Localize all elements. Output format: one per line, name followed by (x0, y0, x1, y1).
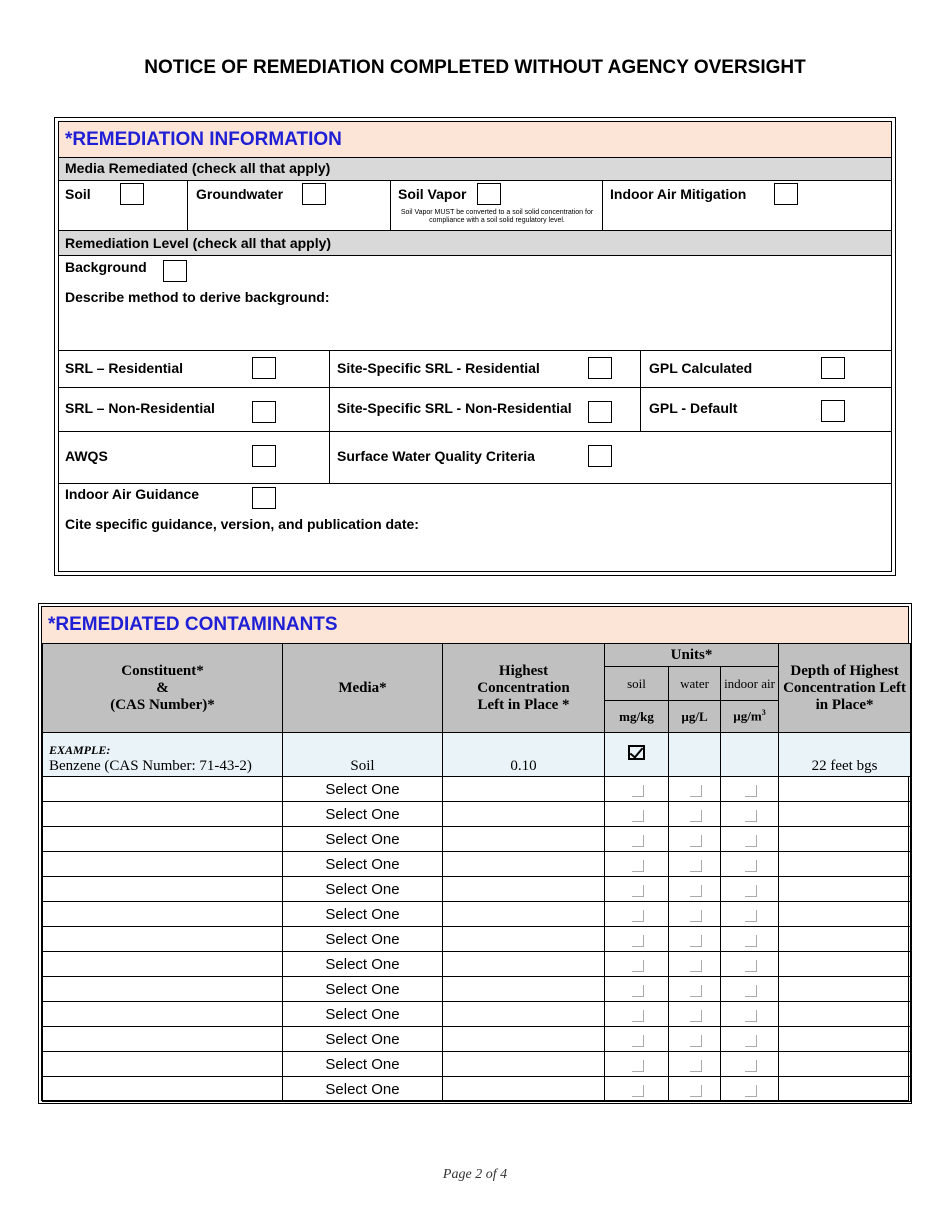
media-select[interactable]: Select One (283, 852, 443, 877)
media-select[interactable]: Select One (283, 802, 443, 827)
depth-input[interactable] (779, 977, 911, 1002)
describe-background-label: Describe method to derive background: (65, 289, 330, 305)
indoor-air-guidance-checkbox[interactable] (252, 487, 276, 509)
media-select[interactable]: Select One (283, 952, 443, 977)
page-title: NOTICE OF REMEDIATION COMPLETED WITHOUT AGENCY OVERSIGHT (144, 57, 806, 78)
media-remediated-heading: Media Remediated (check all that apply) (59, 157, 891, 180)
highest-concentration-input[interactable] (443, 877, 605, 902)
ugm3-checkbox[interactable] (721, 952, 779, 977)
highest-concentration-input[interactable] (443, 1077, 605, 1102)
contaminant-row (43, 1052, 911, 1077)
ugm3-checkbox[interactable] (721, 1027, 779, 1052)
units-water-header: water (669, 667, 721, 701)
constituent-input[interactable] (43, 927, 283, 952)
mgkg-checkbox[interactable] (605, 852, 669, 877)
srl-nonresidential-cell (59, 388, 329, 431)
ss-srl-residential-label: Site-Specific SRL - Residential (337, 360, 540, 376)
srl-residential-cell (59, 351, 329, 387)
ugl-checkbox[interactable] (669, 877, 721, 902)
ugl-checkbox[interactable] (669, 827, 721, 852)
constituent-input[interactable] (43, 852, 283, 877)
highest-concentration-input[interactable] (443, 777, 605, 802)
depth-input[interactable] (779, 852, 911, 877)
media-select[interactable]: Select One (283, 777, 443, 802)
media-row (59, 180, 891, 230)
highest-concentration-input[interactable] (443, 827, 605, 852)
ugl-checkbox[interactable] (669, 1077, 721, 1102)
media-groundwater-cell (187, 181, 390, 230)
media-select[interactable]: Select One (283, 927, 443, 952)
contaminant-row (43, 802, 911, 827)
ugl-checkbox[interactable] (669, 927, 721, 952)
mgkg-checkbox[interactable] (605, 802, 669, 827)
contaminant-row (43, 877, 911, 902)
srl-nonresidential-row (59, 387, 891, 431)
gpl-calculated-cell (640, 351, 891, 387)
highest-concentration-input[interactable] (443, 952, 605, 977)
ss-srl-nonresidential-cell (329, 388, 640, 431)
ugl-checkbox[interactable] (669, 777, 721, 802)
remediation-information-section (54, 117, 896, 576)
mgkg-checkbox[interactable] (605, 927, 669, 952)
background-row (59, 255, 891, 350)
example-checked-box (628, 745, 645, 760)
contaminant-row (43, 1027, 911, 1052)
highest-concentration-input[interactable] (443, 902, 605, 927)
ugm3-checkbox[interactable] (721, 927, 779, 952)
media-select[interactable]: Select One (283, 902, 443, 927)
ugl-checkbox[interactable] (669, 802, 721, 827)
constituent-input[interactable] (43, 902, 283, 927)
awqs-row (59, 431, 891, 483)
ugm3-checkbox[interactable] (721, 977, 779, 1002)
constituent-input[interactable] (43, 1077, 283, 1102)
example-constituent: Benzene (CAS Number: 71-43-2) (49, 758, 252, 774)
mgkg-checkbox[interactable] (605, 952, 669, 977)
depth-input[interactable] (779, 902, 911, 927)
constituent-input[interactable] (43, 952, 283, 977)
media-soil-cell (59, 181, 187, 230)
highest-concentration-input[interactable] (443, 802, 605, 827)
ugm3-checkbox[interactable] (721, 852, 779, 877)
contaminant-row (43, 1002, 911, 1027)
srl-nonresidential-checkbox[interactable] (252, 401, 276, 423)
contaminant-row (43, 902, 911, 927)
depth-input[interactable] (779, 1052, 911, 1077)
ugl-checkbox[interactable] (669, 1052, 721, 1077)
depth-input[interactable] (779, 927, 911, 952)
mgkg-checkbox[interactable] (605, 827, 669, 852)
gpl-default-label: GPL - Default (649, 400, 738, 416)
contaminant-row (43, 977, 911, 1002)
contaminant-row (43, 852, 911, 877)
ugm3-checkbox[interactable] (721, 1052, 779, 1077)
units-header: Units* (605, 644, 779, 667)
media-indoor-air-checkbox[interactable] (774, 183, 798, 205)
mgkg-checkbox[interactable] (605, 1027, 669, 1052)
constituent-input[interactable] (43, 777, 283, 802)
media-select[interactable]: Select One (283, 1002, 443, 1027)
ss-srl-nonresidential-checkbox[interactable] (588, 401, 612, 423)
ugl-checkbox[interactable] (669, 852, 721, 877)
cite-guidance-label: Cite specific guidance, version, and publication date: (65, 516, 419, 532)
srl-nonresidential-label: SRL – Non-Residential (65, 400, 215, 416)
contaminant-row (43, 952, 911, 977)
srl-residential-row (59, 350, 891, 387)
constituent-input[interactable] (43, 827, 283, 852)
example-air-unit (721, 733, 779, 777)
depth-input[interactable] (779, 952, 911, 977)
swqc-checkbox[interactable] (588, 445, 612, 467)
remediated-contaminants-section (38, 603, 912, 1104)
remediation-level-heading: Remediation Level (check all that apply) (59, 230, 891, 255)
example-soil-unit (605, 733, 669, 777)
mgkg-checkbox[interactable] (605, 977, 669, 1002)
ugm3-checkbox[interactable] (721, 827, 779, 852)
mgkg-checkbox[interactable] (605, 1002, 669, 1027)
depth-input[interactable] (779, 827, 911, 852)
constituent-input[interactable] (43, 1052, 283, 1077)
media-soil-vapor-checkbox[interactable] (477, 183, 501, 205)
depth-input[interactable] (779, 802, 911, 827)
constituent-input[interactable] (43, 1002, 283, 1027)
units-ugm3-header: $\mu g/m^3$ (721, 701, 779, 733)
depth-input[interactable] (779, 1002, 911, 1027)
highest-concentration-input[interactable] (443, 852, 605, 877)
ugm3-checkbox[interactable] (721, 877, 779, 902)
media-select[interactable]: Select One (283, 1077, 443, 1102)
swqc-label: Surface Water Quality Criteria (337, 448, 535, 464)
remediation-information-heading: *REMEDIATION INFORMATION (59, 122, 891, 157)
highest-concentration-input[interactable] (443, 977, 605, 1002)
units-soil-header: soil (605, 667, 669, 701)
remediated-contaminants-heading: *REMEDIATED CONTAMINANTS (42, 607, 908, 643)
gpl-calculated-label: GPL Calculated (649, 360, 753, 376)
srl-residential-label: SRL – Residential (65, 360, 184, 376)
soil-vapor-note: Soil Vapor MUST be converted to a soil solid concentration for compliance with a soil solid regulatory level. (400, 209, 594, 224)
background-checkbox[interactable] (163, 260, 187, 282)
highest-concentration-input[interactable] (443, 927, 605, 952)
awqs-checkbox[interactable] (252, 445, 276, 467)
highest-concentration-input[interactable] (443, 1027, 605, 1052)
ugm3-checkbox[interactable] (721, 802, 779, 827)
depth-input[interactable] (779, 777, 911, 802)
media-soil-checkbox[interactable] (120, 183, 144, 205)
highest-concentration-header: Highest Concentration Left in Place * (443, 644, 605, 733)
contaminants-table (42, 643, 911, 1102)
background-label: Background (65, 259, 147, 275)
mgkg-checkbox[interactable] (605, 902, 669, 927)
awqs-cell (59, 432, 329, 483)
media-groundwater-checkbox[interactable] (302, 183, 326, 205)
contaminant-row (43, 777, 911, 802)
ugl-checkbox[interactable] (669, 1002, 721, 1027)
depth-input[interactable] (779, 1077, 911, 1102)
highest-concentration-input[interactable] (443, 1002, 605, 1027)
ugm3-checkbox[interactable] (721, 1077, 779, 1102)
media-indoor-air-cell (602, 181, 891, 230)
ugm3-checkbox[interactable] (721, 1002, 779, 1027)
gpl-default-checkbox[interactable] (821, 400, 845, 422)
units-mgkg-header: mg/kg (605, 701, 669, 733)
media-select[interactable]: Select One (283, 877, 443, 902)
ugl-checkbox[interactable] (669, 977, 721, 1002)
example-depth: 22 feet bgs (779, 733, 911, 777)
ugm3-checkbox[interactable] (721, 777, 779, 802)
media-header: Media* (283, 644, 443, 733)
media-select[interactable]: Select One (283, 1027, 443, 1052)
example-label: EXAMPLE: (49, 743, 111, 757)
constituent-input[interactable] (43, 877, 283, 902)
mgkg-checkbox[interactable] (605, 877, 669, 902)
ugl-checkbox[interactable] (669, 1027, 721, 1052)
media-select[interactable]: Select One (283, 827, 443, 852)
page-footer: Page 2 of 4 (442, 1167, 508, 1182)
indoor-air-guidance-row (59, 483, 891, 571)
media-indoor-air-label: Indoor Air Mitigation (610, 186, 747, 202)
units-ugl-header: µg/L (669, 701, 721, 733)
swqc-cell (329, 432, 891, 483)
depth-input[interactable] (779, 1027, 911, 1052)
constituent-header: Constituent* & (CAS Number)* (43, 644, 283, 733)
media-select[interactable]: Select One (283, 977, 443, 1002)
example-constituent-cell (43, 733, 283, 777)
ugm3-checkbox[interactable] (721, 902, 779, 927)
ss-srl-residential-checkbox[interactable] (588, 357, 612, 379)
media-soil-vapor-label: Soil Vapor (398, 186, 467, 202)
contaminant-row (43, 927, 911, 952)
mgkg-checkbox[interactable] (605, 1052, 669, 1077)
media-select[interactable]: Select One (283, 1052, 443, 1077)
constituent-input[interactable] (43, 1027, 283, 1052)
example-highest: 0.10 (443, 733, 605, 777)
example-media: Soil (283, 733, 443, 777)
example-row (43, 733, 911, 777)
gpl-default-cell (640, 388, 891, 431)
constituent-input[interactable] (43, 802, 283, 827)
units-indoor-air-header: indoor air (721, 667, 779, 701)
ss-srl-residential-cell (329, 351, 640, 387)
depth-input[interactable] (779, 877, 911, 902)
awqs-label: AWQS (65, 448, 108, 464)
srl-residential-checkbox[interactable] (252, 357, 276, 379)
depth-header: Depth of Highest Concentration Left in Place* (779, 644, 911, 733)
constituent-input[interactable] (43, 977, 283, 1002)
ugl-checkbox[interactable] (669, 952, 721, 977)
contaminant-row (43, 1077, 911, 1102)
highest-concentration-input[interactable] (443, 1052, 605, 1077)
example-water-unit (669, 733, 721, 777)
mgkg-checkbox[interactable] (605, 1077, 669, 1102)
media-soil-vapor-cell (390, 181, 602, 230)
gpl-calculated-checkbox[interactable] (821, 357, 845, 379)
ss-srl-nonresidential-label: Site-Specific SRL - Non-Residential (337, 400, 572, 416)
media-soil-label: Soil (65, 186, 91, 202)
indoor-air-guidance-label: Indoor Air Guidance (65, 486, 200, 502)
contaminant-row (43, 827, 911, 852)
media-groundwater-label: Groundwater (196, 186, 284, 202)
ugl-checkbox[interactable] (669, 902, 721, 927)
mgkg-checkbox[interactable] (605, 777, 669, 802)
